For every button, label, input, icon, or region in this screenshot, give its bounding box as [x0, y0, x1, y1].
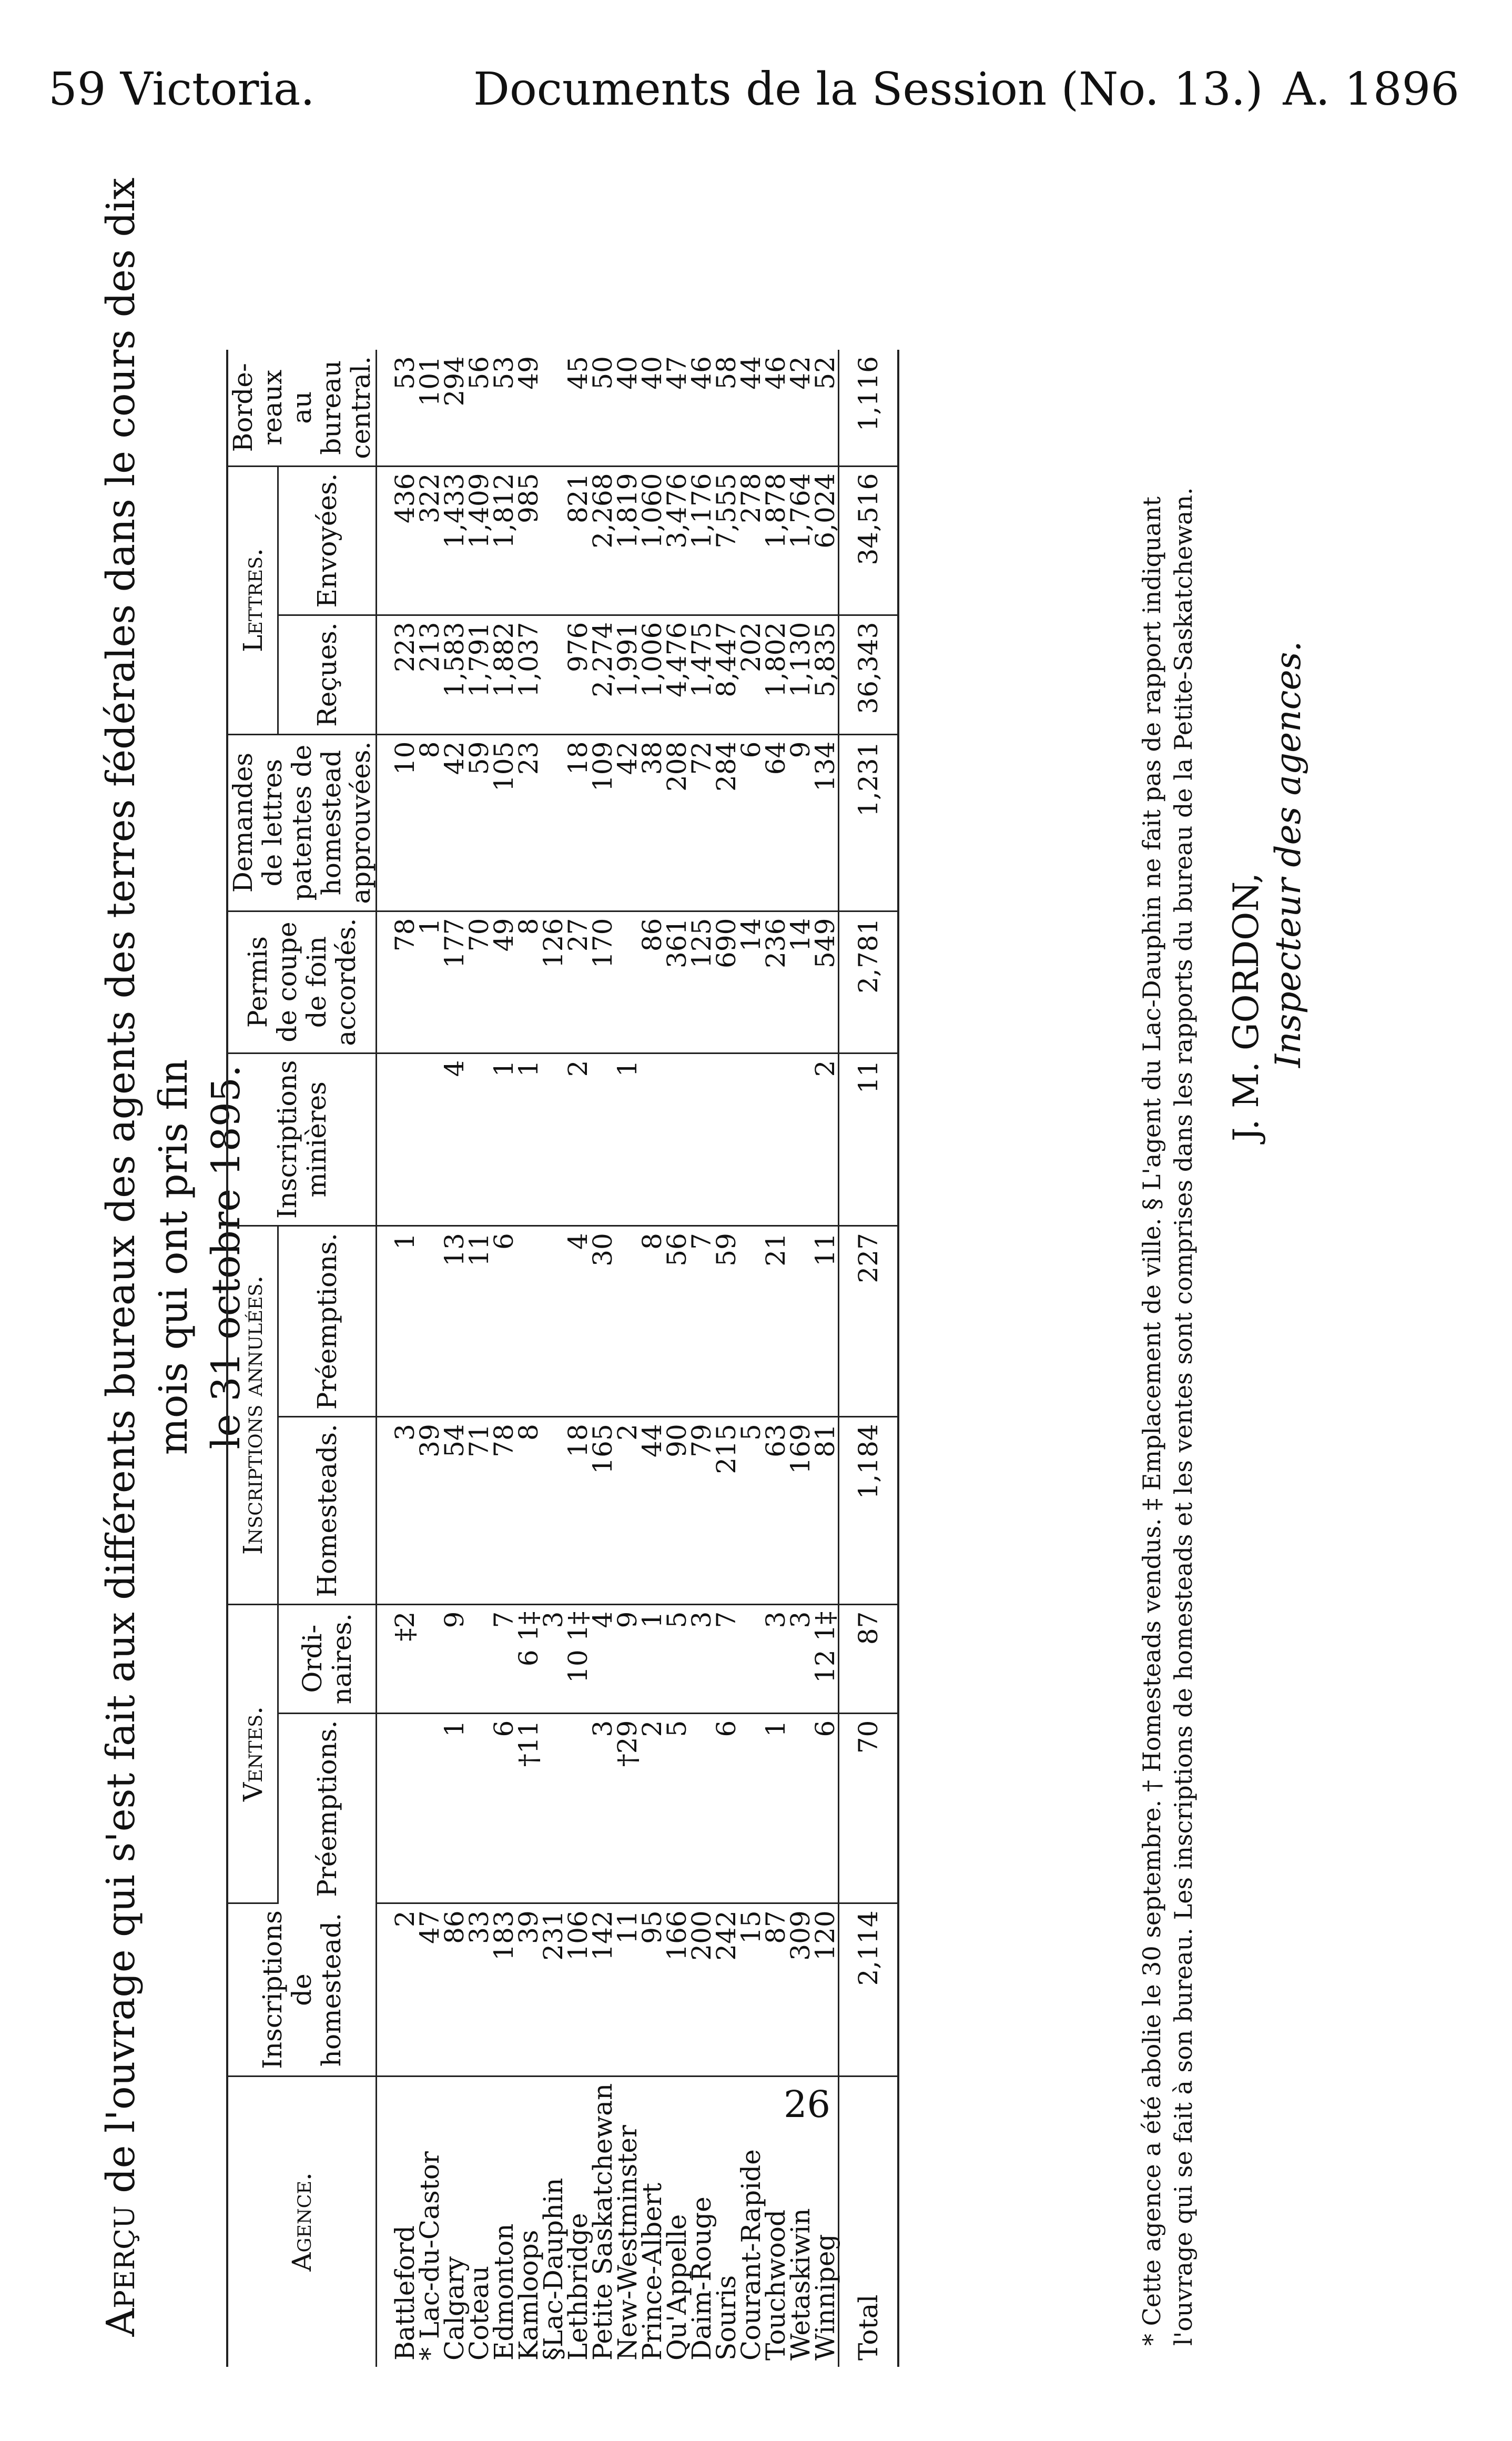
cell-env: 1,878 [764, 466, 788, 615]
cell-apre: 21 [764, 1226, 788, 1417]
cell-vord: 3 [764, 1604, 788, 1713]
cell-vpre [739, 1713, 764, 1903]
cell-apre: 59 [714, 1226, 739, 1417]
col-ventes: Ventes. [227, 1604, 278, 1903]
table-row [689, 350, 714, 2367]
cell-bord: 50 [591, 350, 615, 466]
cell-permis: 549 [813, 911, 839, 1053]
cell-permis: 8 [516, 911, 541, 1053]
col-ventes-ordinaires: Ordi- naires. [278, 1604, 377, 1713]
signature-name: J. M. GORDON, [1226, 873, 1266, 1141]
cell-ahom: 78 [492, 1417, 516, 1604]
cell-ahom: 2 [615, 1417, 640, 1604]
cell-agence: Lethbridge [563, 2213, 593, 2361]
cell-env: 1,409 [467, 466, 492, 615]
cell-bord: 40 [640, 350, 665, 466]
cell-insc: 242 [714, 1903, 739, 2077]
cell-agence: Touchwood [760, 2210, 791, 2361]
cell-dem: 59 [467, 734, 492, 911]
cell-ahom: 169 [788, 1417, 813, 1604]
cell-bord: 52 [813, 350, 839, 466]
cell-insc: 166 [665, 1903, 689, 2077]
table-row [442, 350, 467, 2367]
cell-permis: 2,781 [839, 911, 899, 1053]
cell-insc: 33 [467, 1903, 492, 2077]
cell-vpre: 6 [714, 1713, 739, 1903]
cell-dem: 18 [566, 734, 591, 911]
table-row [516, 350, 541, 2367]
cell-apre [418, 1226, 442, 1417]
cell-dem: 134 [813, 734, 839, 911]
cell-dem: 105 [492, 734, 516, 911]
col-permis: Permis de coupe de foin accordés. [227, 911, 377, 1053]
cell-ahom: 54 [442, 1417, 467, 1604]
cell-vpre: 70 [839, 1713, 899, 1903]
cell-recu: 1,991 [615, 615, 640, 734]
cell-permis: 78 [377, 911, 418, 1053]
table-row [591, 350, 615, 2367]
cell-bord: 49 [516, 350, 541, 466]
cell-apre: 1 [377, 1226, 418, 1417]
cell-apre: 227 [839, 1226, 899, 1417]
cell-dem: 64 [764, 734, 788, 911]
cell-insc: 2,114 [839, 1903, 899, 2077]
cell-permis: 170 [591, 911, 615, 1053]
cell-dem: 6 [739, 734, 764, 911]
cell-ahom: 81 [813, 1417, 839, 1604]
cell-vpre [689, 1713, 714, 1903]
cell-min: 2 [813, 1053, 839, 1226]
table-row [764, 350, 788, 2367]
cell-vord: 3 [788, 1604, 813, 1713]
cell-vpre [467, 1713, 492, 1903]
cell-ahom: 90 [665, 1417, 689, 1604]
title-line-1: de l'ouvrage qui s'est fait aux différents bureaux des agents des terres fédérales dans le cours des dix mois qui ont pris fin [98, 177, 196, 2193]
cell-apre: 7 [689, 1226, 714, 1417]
cell-insc: 95 [640, 1903, 665, 2077]
header-left: 59 Victoria. [48, 63, 315, 116]
cell-permis: 690 [714, 911, 739, 1053]
cell-vord [467, 1604, 492, 1713]
cell-env: 3,476 [665, 466, 689, 615]
cell-recu: 1,037 [516, 615, 541, 734]
cell-min [739, 1053, 764, 1226]
cell-dem: 8 [418, 734, 442, 911]
cell-dem: 72 [689, 734, 714, 911]
cell-recu: 5,835 [813, 615, 839, 734]
cell-min [467, 1053, 492, 1226]
footnotes [1136, 189, 1199, 2346]
cell-agence: Daim-Rouge [686, 2196, 717, 2361]
cell-permis [615, 911, 640, 1053]
cell-bord: 42 [788, 350, 813, 466]
cell-dem: 38 [640, 734, 665, 911]
cell-min: 1 [615, 1053, 640, 1226]
cell-agence: §Lac-Dauphin [538, 2177, 569, 2361]
cell-recu: 8,447 [714, 615, 739, 734]
cell-apre [541, 1226, 566, 1417]
cell-env: 6,024 [813, 466, 839, 615]
cell-bord: 47 [665, 350, 689, 466]
title-line-2: le 31 octobre 1895. [204, 1065, 249, 1450]
cell-vord: 7 [714, 1604, 739, 1713]
cell-agence: Battleford [390, 2225, 420, 2361]
cell-min [788, 1053, 813, 1226]
cell-min [541, 1053, 566, 1226]
total-row [839, 350, 899, 2367]
cell-apre: 56 [665, 1226, 689, 1417]
cell-dem: 109 [591, 734, 615, 911]
cell-agence: Courant-Rapide [736, 2149, 766, 2361]
cell-recu: 1,802 [764, 615, 788, 734]
cell-apre: 13 [442, 1226, 467, 1417]
title-lead: Aperçu [98, 2205, 144, 2337]
cell-agence: Souris [711, 2275, 742, 2361]
cell-env: 2,268 [591, 466, 615, 615]
cell-dem: 42 [615, 734, 640, 911]
cell-apre [788, 1226, 813, 1417]
cell-bord: 46 [689, 350, 714, 466]
cell-dem: 23 [516, 734, 541, 911]
col-bordereaux: Borde- reaux au bureau central. [227, 350, 377, 466]
cell-ahom: 215 [714, 1417, 739, 1604]
cell-vord [418, 1604, 442, 1713]
cell-min: 2 [566, 1053, 591, 1226]
cell-recu: 2,274 [591, 615, 615, 734]
cell-recu: 1,583 [442, 615, 467, 734]
cell-recu: 976 [566, 615, 591, 734]
header-right: A. 1896 [1283, 63, 1459, 116]
cell-apre: 4 [566, 1226, 591, 1417]
cell-agence: Total [839, 2076, 899, 2367]
signature-title: Inspecteur des agences. [1268, 641, 1308, 1068]
cell-ahom: 79 [689, 1417, 714, 1604]
cell-vord [739, 1604, 764, 1713]
cell-recu: 36,343 [839, 615, 899, 734]
cell-min [418, 1053, 442, 1226]
cell-apre: 11 [467, 1226, 492, 1417]
col-lettres: Lettres. [227, 466, 278, 734]
cell-agence: Wetaskiwin [785, 2208, 816, 2361]
cell-vord: 10 1‡ [566, 1604, 591, 1713]
cell-permis: 236 [764, 911, 788, 1053]
cell-insc: 183 [492, 1903, 516, 2077]
agency-work-table [226, 350, 899, 2367]
cell-dem: 1,231 [839, 734, 899, 911]
cell-permis: 86 [640, 911, 665, 1053]
cell-dem: 208 [665, 734, 689, 911]
header-center: Documents de la Session (No. 13.) [473, 63, 1263, 116]
cell-permis: 14 [788, 911, 813, 1053]
cell-bord: 56 [467, 350, 492, 466]
cell-agence: Edmonton [489, 2223, 519, 2361]
cell-env: 1,060 [640, 466, 665, 615]
cell-recu: 1,791 [467, 615, 492, 734]
cell-env: 436 [377, 466, 418, 615]
cell-env: 322 [418, 466, 442, 615]
table-row [492, 350, 516, 2367]
cell-vord: 12 1‡ [813, 1604, 839, 1713]
cell-insc: 47 [418, 1903, 442, 2077]
table-body [377, 350, 899, 2367]
cell-vpre: 1 [442, 1713, 467, 1903]
cell-permis: 125 [689, 911, 714, 1053]
cell-ahom: 39 [418, 1417, 442, 1604]
cell-bord: 46 [764, 350, 788, 466]
cell-recu: 1,130 [788, 615, 813, 734]
cell-min [764, 1053, 788, 1226]
cell-apre: 11 [813, 1226, 839, 1417]
cell-vord: 5 [665, 1604, 689, 1713]
cell-min [665, 1053, 689, 1226]
cell-bord: 101 [418, 350, 442, 466]
col-annulees-preemptions: Préemptions. [278, 1226, 377, 1417]
cell-bord: 44 [739, 350, 764, 466]
table-row [377, 350, 418, 2367]
cell-ahom: 44 [640, 1417, 665, 1604]
table-row [714, 350, 739, 2367]
cell-vpre [377, 1713, 418, 1903]
cell-vpre [788, 1713, 813, 1903]
cell-recu: 1,006 [640, 615, 665, 734]
cell-ahom: 165 [591, 1417, 615, 1604]
cell-insc: 142 [591, 1903, 615, 2077]
cell-min [640, 1053, 665, 1226]
cell-recu: 4,476 [665, 615, 689, 734]
cell-vpre: †11 [516, 1713, 541, 1903]
footnote-line-1: * Cette agence a été abolie le 30 septembre. † Homesteads vendus. ‡ Emplacement de ville. § L'agent du Lac-Dauphin ne fait pas de rapport indiquant [1138, 496, 1166, 2346]
cell-insc: 106 [566, 1903, 591, 2077]
cell-env: 1,433 [442, 466, 467, 615]
col-minieres: Inscriptions minières [227, 1053, 377, 1226]
cell-bord: 1,116 [839, 350, 899, 466]
cell-vpre [418, 1713, 442, 1903]
cell-insc: 39 [516, 1903, 541, 2077]
cell-bord: 294 [442, 350, 467, 466]
cell-insc: 15 [739, 1903, 764, 2077]
cell-insc: 200 [689, 1903, 714, 2077]
table-row [566, 350, 591, 2367]
cell-env: 985 [516, 466, 541, 615]
cell-env: 34,516 [839, 466, 899, 615]
cell-vpre: 3 [591, 1713, 615, 1903]
col-agence: Agence. [287, 2172, 317, 2272]
table-row [467, 350, 492, 2367]
cell-insc: 2 [377, 1903, 418, 2077]
col-annulees-homesteads: Homesteads. [278, 1417, 377, 1604]
col-lettres-envoyees: Envoyées. [278, 466, 377, 615]
page-number: 26 [784, 2083, 831, 2126]
cell-min [591, 1053, 615, 1226]
cell-min: 1 [492, 1053, 516, 1226]
col-ventes-preemptions: Préemptions. [278, 1713, 377, 1903]
cell-permis: 70 [467, 911, 492, 1053]
cell-ahom: 71 [467, 1417, 492, 1604]
cell-apre: 30 [591, 1226, 615, 1417]
cell-bord: 45 [566, 350, 591, 466]
cell-vord: 7 [492, 1604, 516, 1713]
cell-bord: 53 [377, 350, 418, 466]
cell-min: 11 [839, 1053, 899, 1226]
cell-dem: 9 [788, 734, 813, 911]
table-row [418, 350, 442, 2367]
footnote-line-2: l'ouvrage qui se fait à son bureau. Les inscriptions de homesteads et les ventes sont comprises dans les rapports du bureau de la Petite-Saskatchewan. [1169, 487, 1198, 2346]
cell-ahom: 18 [566, 1417, 591, 1604]
cell-recu: 223 [377, 615, 418, 734]
cell-vord: 4 [591, 1604, 615, 1713]
cell-min: 4 [442, 1053, 467, 1226]
cell-vord: 3 [541, 1604, 566, 1713]
cell-apre: 8 [640, 1226, 665, 1417]
cell-apre [739, 1226, 764, 1417]
table-row [788, 350, 813, 2367]
cell-insc: 87 [764, 1903, 788, 2077]
cell-agence: Qu'Appelle [662, 2214, 692, 2361]
cell-dem: 42 [442, 734, 467, 911]
cell-insc: 231 [541, 1903, 566, 2077]
rotated-table-page [74, 168, 1467, 2377]
cell-vpre: 6 [813, 1713, 839, 1903]
cell-min: 1 [516, 1053, 541, 1226]
cell-agence: Coteau [464, 2265, 494, 2361]
cell-apre [516, 1226, 541, 1417]
cell-insc: 309 [788, 1903, 813, 2077]
cell-vpre [566, 1713, 591, 1903]
cell-min [689, 1053, 714, 1226]
cell-agence: Calgary [439, 2256, 470, 2361]
cell-vord: 9 [442, 1604, 467, 1713]
cell-ahom: 3 [377, 1417, 418, 1604]
cell-apre: 6 [492, 1226, 516, 1417]
cell-vpre: †29 [615, 1713, 640, 1903]
cell-permis: 27 [566, 911, 591, 1053]
cell-recu: 213 [418, 615, 442, 734]
cell-vord: 87 [839, 1604, 899, 1713]
table-row [541, 350, 566, 2367]
cell-agence: Kamloops [513, 2230, 544, 2361]
cell-recu: 202 [739, 615, 764, 734]
cell-recu: 1,475 [689, 615, 714, 734]
cell-permis: 14 [739, 911, 764, 1053]
cell-vord: 6 1‡ [516, 1604, 541, 1713]
cell-agence: New-Westminster [612, 2125, 643, 2361]
cell-insc: 11 [615, 1903, 640, 2077]
cell-bord [541, 350, 566, 466]
table-row [640, 350, 665, 2367]
cell-env: 821 [566, 466, 591, 615]
cell-ahom: 63 [764, 1417, 788, 1604]
cell-vpre: 1 [764, 1713, 788, 1903]
cell-min [714, 1053, 739, 1226]
cell-recu: 1,882 [492, 615, 516, 734]
cell-permis: 1 [418, 911, 442, 1053]
cell-permis: 49 [492, 911, 516, 1053]
cell-vord: 9 [615, 1604, 640, 1713]
cell-apre [615, 1226, 640, 1417]
cell-env: 1,764 [788, 466, 813, 615]
cell-permis: 126 [541, 911, 566, 1053]
table-row [665, 350, 689, 2367]
cell-vpre: 5 [665, 1713, 689, 1903]
signature [1225, 641, 1310, 1141]
cell-vpre: 2 [640, 1713, 665, 1903]
cell-permis: 177 [442, 911, 467, 1053]
cell-vord: ‡2 [377, 1604, 418, 1713]
cell-vord: 1 [640, 1604, 665, 1713]
col-demandes: Demandes de lettres patentes de homestead approuvées. [227, 734, 377, 911]
cell-env: 1,812 [492, 466, 516, 615]
cell-dem [541, 734, 566, 911]
cell-ahom: 5 [739, 1417, 764, 1604]
col-lettres-recues: Reçues. [278, 615, 377, 734]
col-inscriptions: Inscriptions de homestead. [227, 1903, 377, 2077]
cell-permis: 361 [665, 911, 689, 1053]
table-row [615, 350, 640, 2367]
cell-env [541, 466, 566, 615]
cell-bord: 40 [615, 350, 640, 466]
cell-insc: 86 [442, 1903, 467, 2077]
cell-bord: 58 [714, 350, 739, 466]
cell-env: 7,555 [714, 466, 739, 615]
col-annulees: Inscriptions annulées. [227, 1226, 278, 1605]
cell-agence: * Lac-du-Castor [414, 2151, 445, 2361]
cell-ahom: 1,184 [839, 1417, 899, 1604]
cell-agence: Prince-Albert [637, 2183, 667, 2361]
cell-agence: Winnipeg [810, 2234, 840, 2361]
cell-vord: 3 [689, 1604, 714, 1713]
cell-bord: 53 [492, 350, 516, 466]
cell-ahom: 8 [516, 1417, 541, 1604]
cell-min [377, 1053, 418, 1226]
cell-env: 278 [739, 466, 764, 615]
cell-env: 1,819 [615, 466, 640, 615]
cell-dem: 284 [714, 734, 739, 911]
cell-vpre [541, 1713, 566, 1903]
cell-recu [541, 615, 566, 734]
cell-agence: Petite Saskatchewan [587, 2083, 618, 2361]
table-row [739, 350, 764, 2367]
cell-insc: 120 [813, 1903, 839, 2077]
cell-vpre: 6 [492, 1713, 516, 1903]
cell-env: 1,176 [689, 466, 714, 615]
cell-ahom [541, 1417, 566, 1604]
cell-dem: 10 [377, 734, 418, 911]
table-row [813, 350, 839, 2367]
